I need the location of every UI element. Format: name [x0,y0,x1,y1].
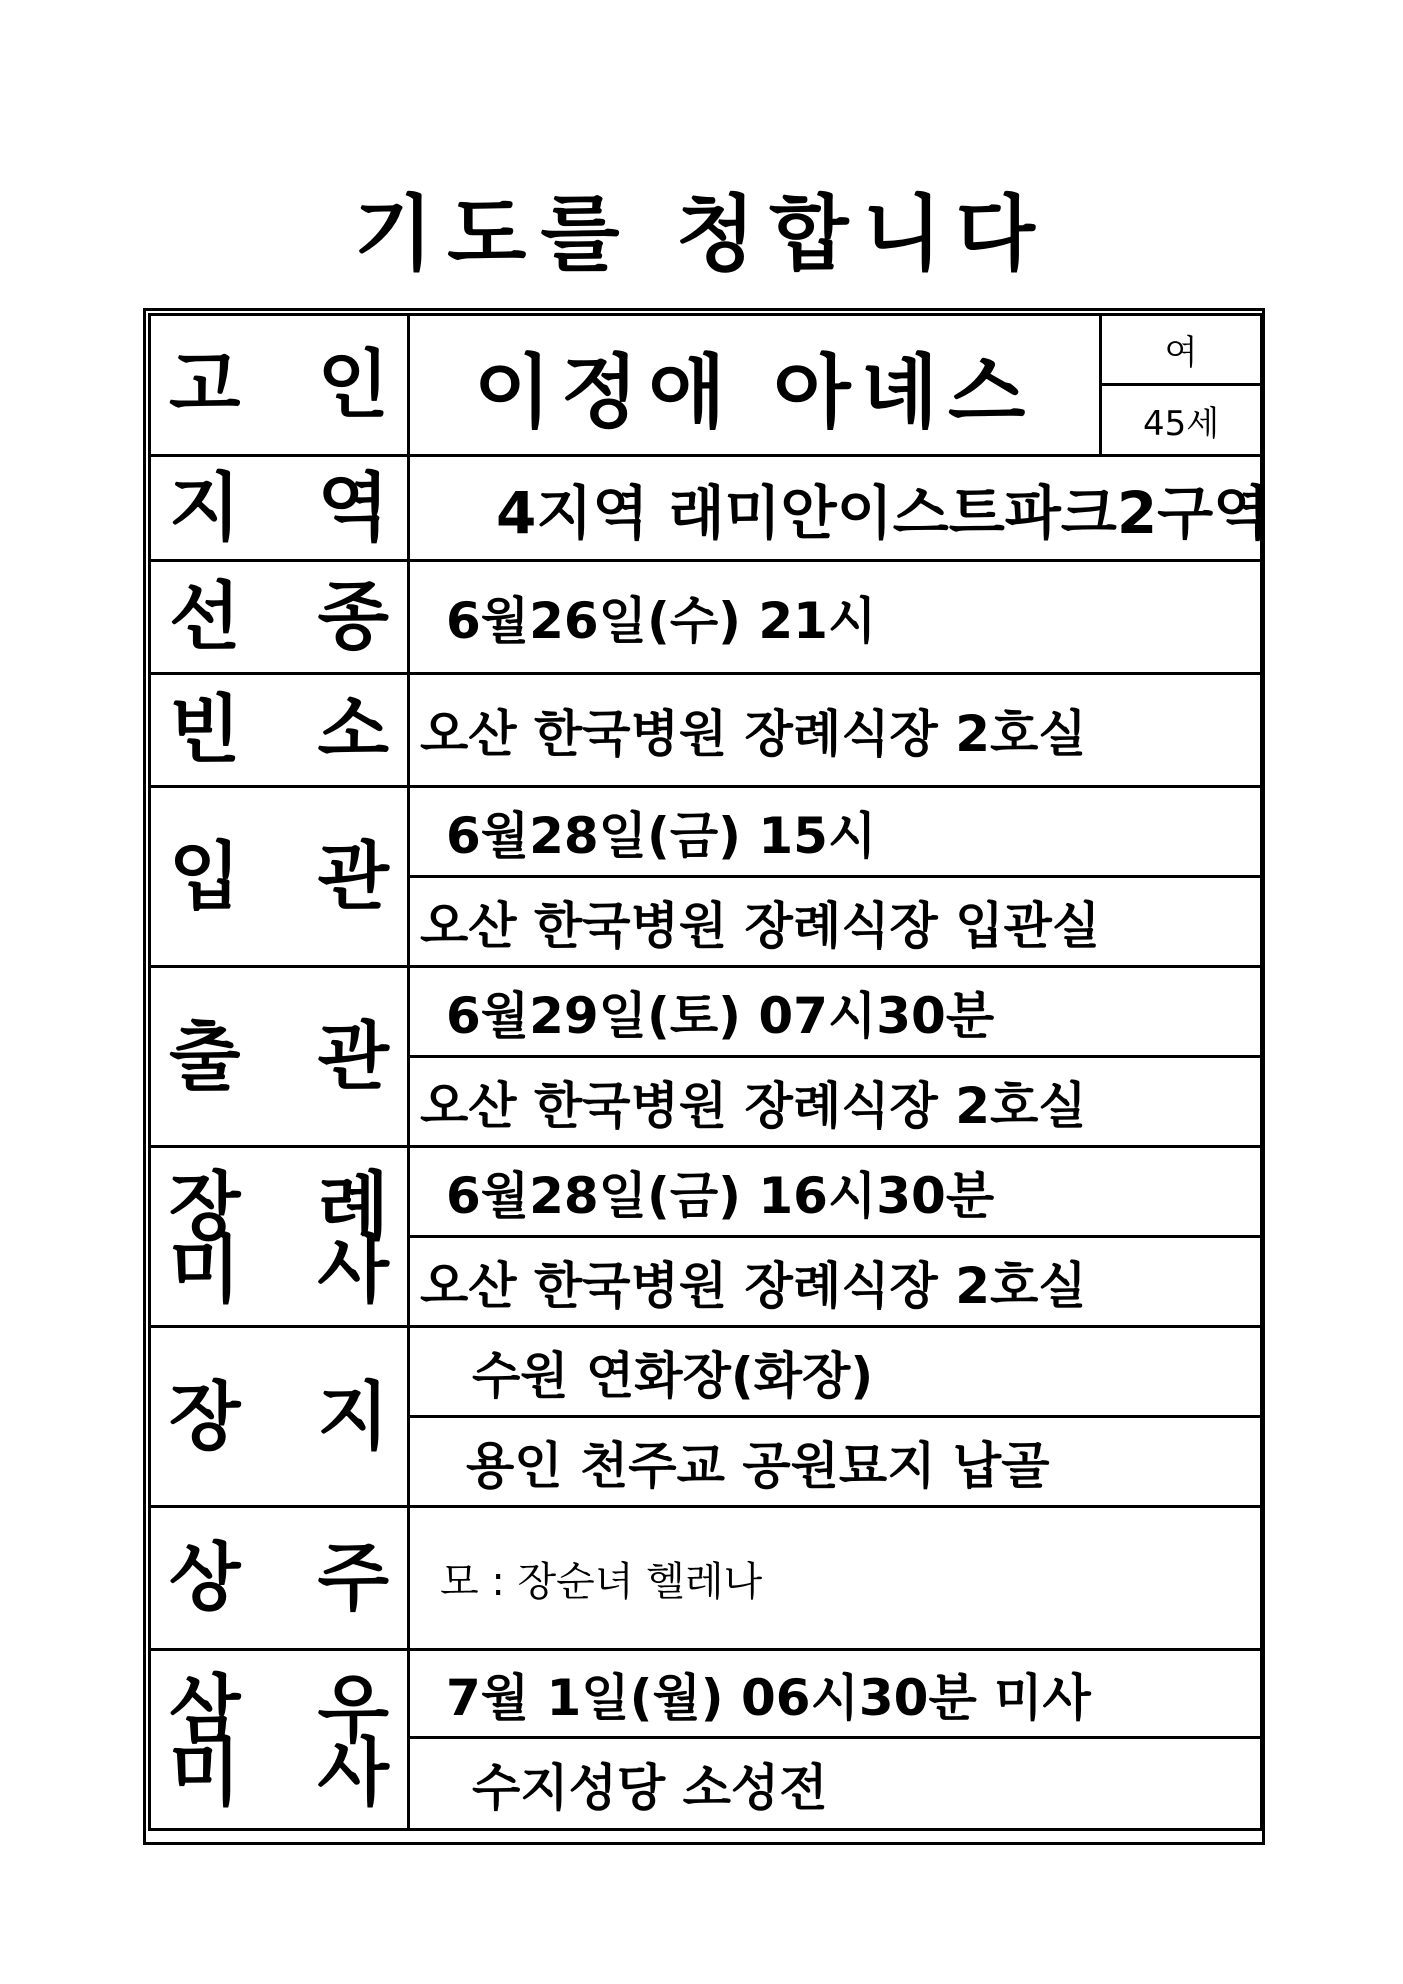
funeral-notice-table [148,313,1270,1831]
label-departure: 출 관 [150,967,409,1147]
row-region [150,456,1262,561]
row-third-day-mass-time [150,1650,1262,1738]
label-chief-mourner: 상 주 [150,1507,409,1650]
row-mortuary [150,674,1262,787]
label-funeral-mass: 장 례 미 사 [150,1147,409,1327]
death-value: 6월26일(수) 21시 [409,561,1262,674]
row-death [150,561,1262,674]
row-funeral-mass-time [150,1147,1262,1237]
chief-mourner-value: 모 : 장순녀 헬레나 [409,1507,1262,1650]
row-chief-mourner [150,1507,1262,1650]
departure-place: 오산 한국병원 장례식장 2호실 [409,1057,1262,1147]
burial-line1: 수원 연화장(화장) [409,1327,1262,1417]
departure-time: 6월29일(토) 07시30분 [409,967,1262,1057]
label-deceased: 고 인 [150,315,409,456]
label-region: 지 역 [150,456,409,561]
label-death: 선 종 [150,561,409,674]
mortuary-value: 오산 한국병원 장례식장 2호실 [409,674,1262,787]
deceased-gender: 여 [1101,315,1262,385]
page-title: 기도를 청합니다 [353,187,1050,282]
funeral-mass-time: 6월28일(금) 16시30분 [409,1147,1262,1237]
encoffin-place: 오산 한국병원 장례식장 입관실 [409,877,1262,967]
label-burial: 장 지 [150,1327,409,1507]
row-deceased [150,315,1262,385]
third-day-mass-place: 수지성당 소성전 [409,1738,1262,1830]
funeral-mass-place: 오산 한국병원 장례식장 2호실 [409,1237,1262,1327]
encoffin-time: 6월28일(금) 15시 [409,787,1262,877]
label-third-day-mass: 삼 우 미 사 [150,1650,409,1830]
region-value: 4지역 래미안이스트파크2구역 [409,456,1262,561]
deceased-name: 이정애 아녜스 [409,315,1101,456]
row-burial-1 [150,1327,1262,1417]
row-encoffin-time [150,787,1262,877]
burial-line2: 용인 천주교 공원묘지 납골 [409,1417,1262,1507]
third-day-mass-time: 7월 1일(월) 06시30분 미사 [409,1650,1262,1738]
label-encoffin: 입 관 [150,787,409,967]
deceased-age: 45세 [1101,385,1262,456]
row-departure-time [150,967,1262,1057]
label-mortuary: 빈 소 [150,674,409,787]
